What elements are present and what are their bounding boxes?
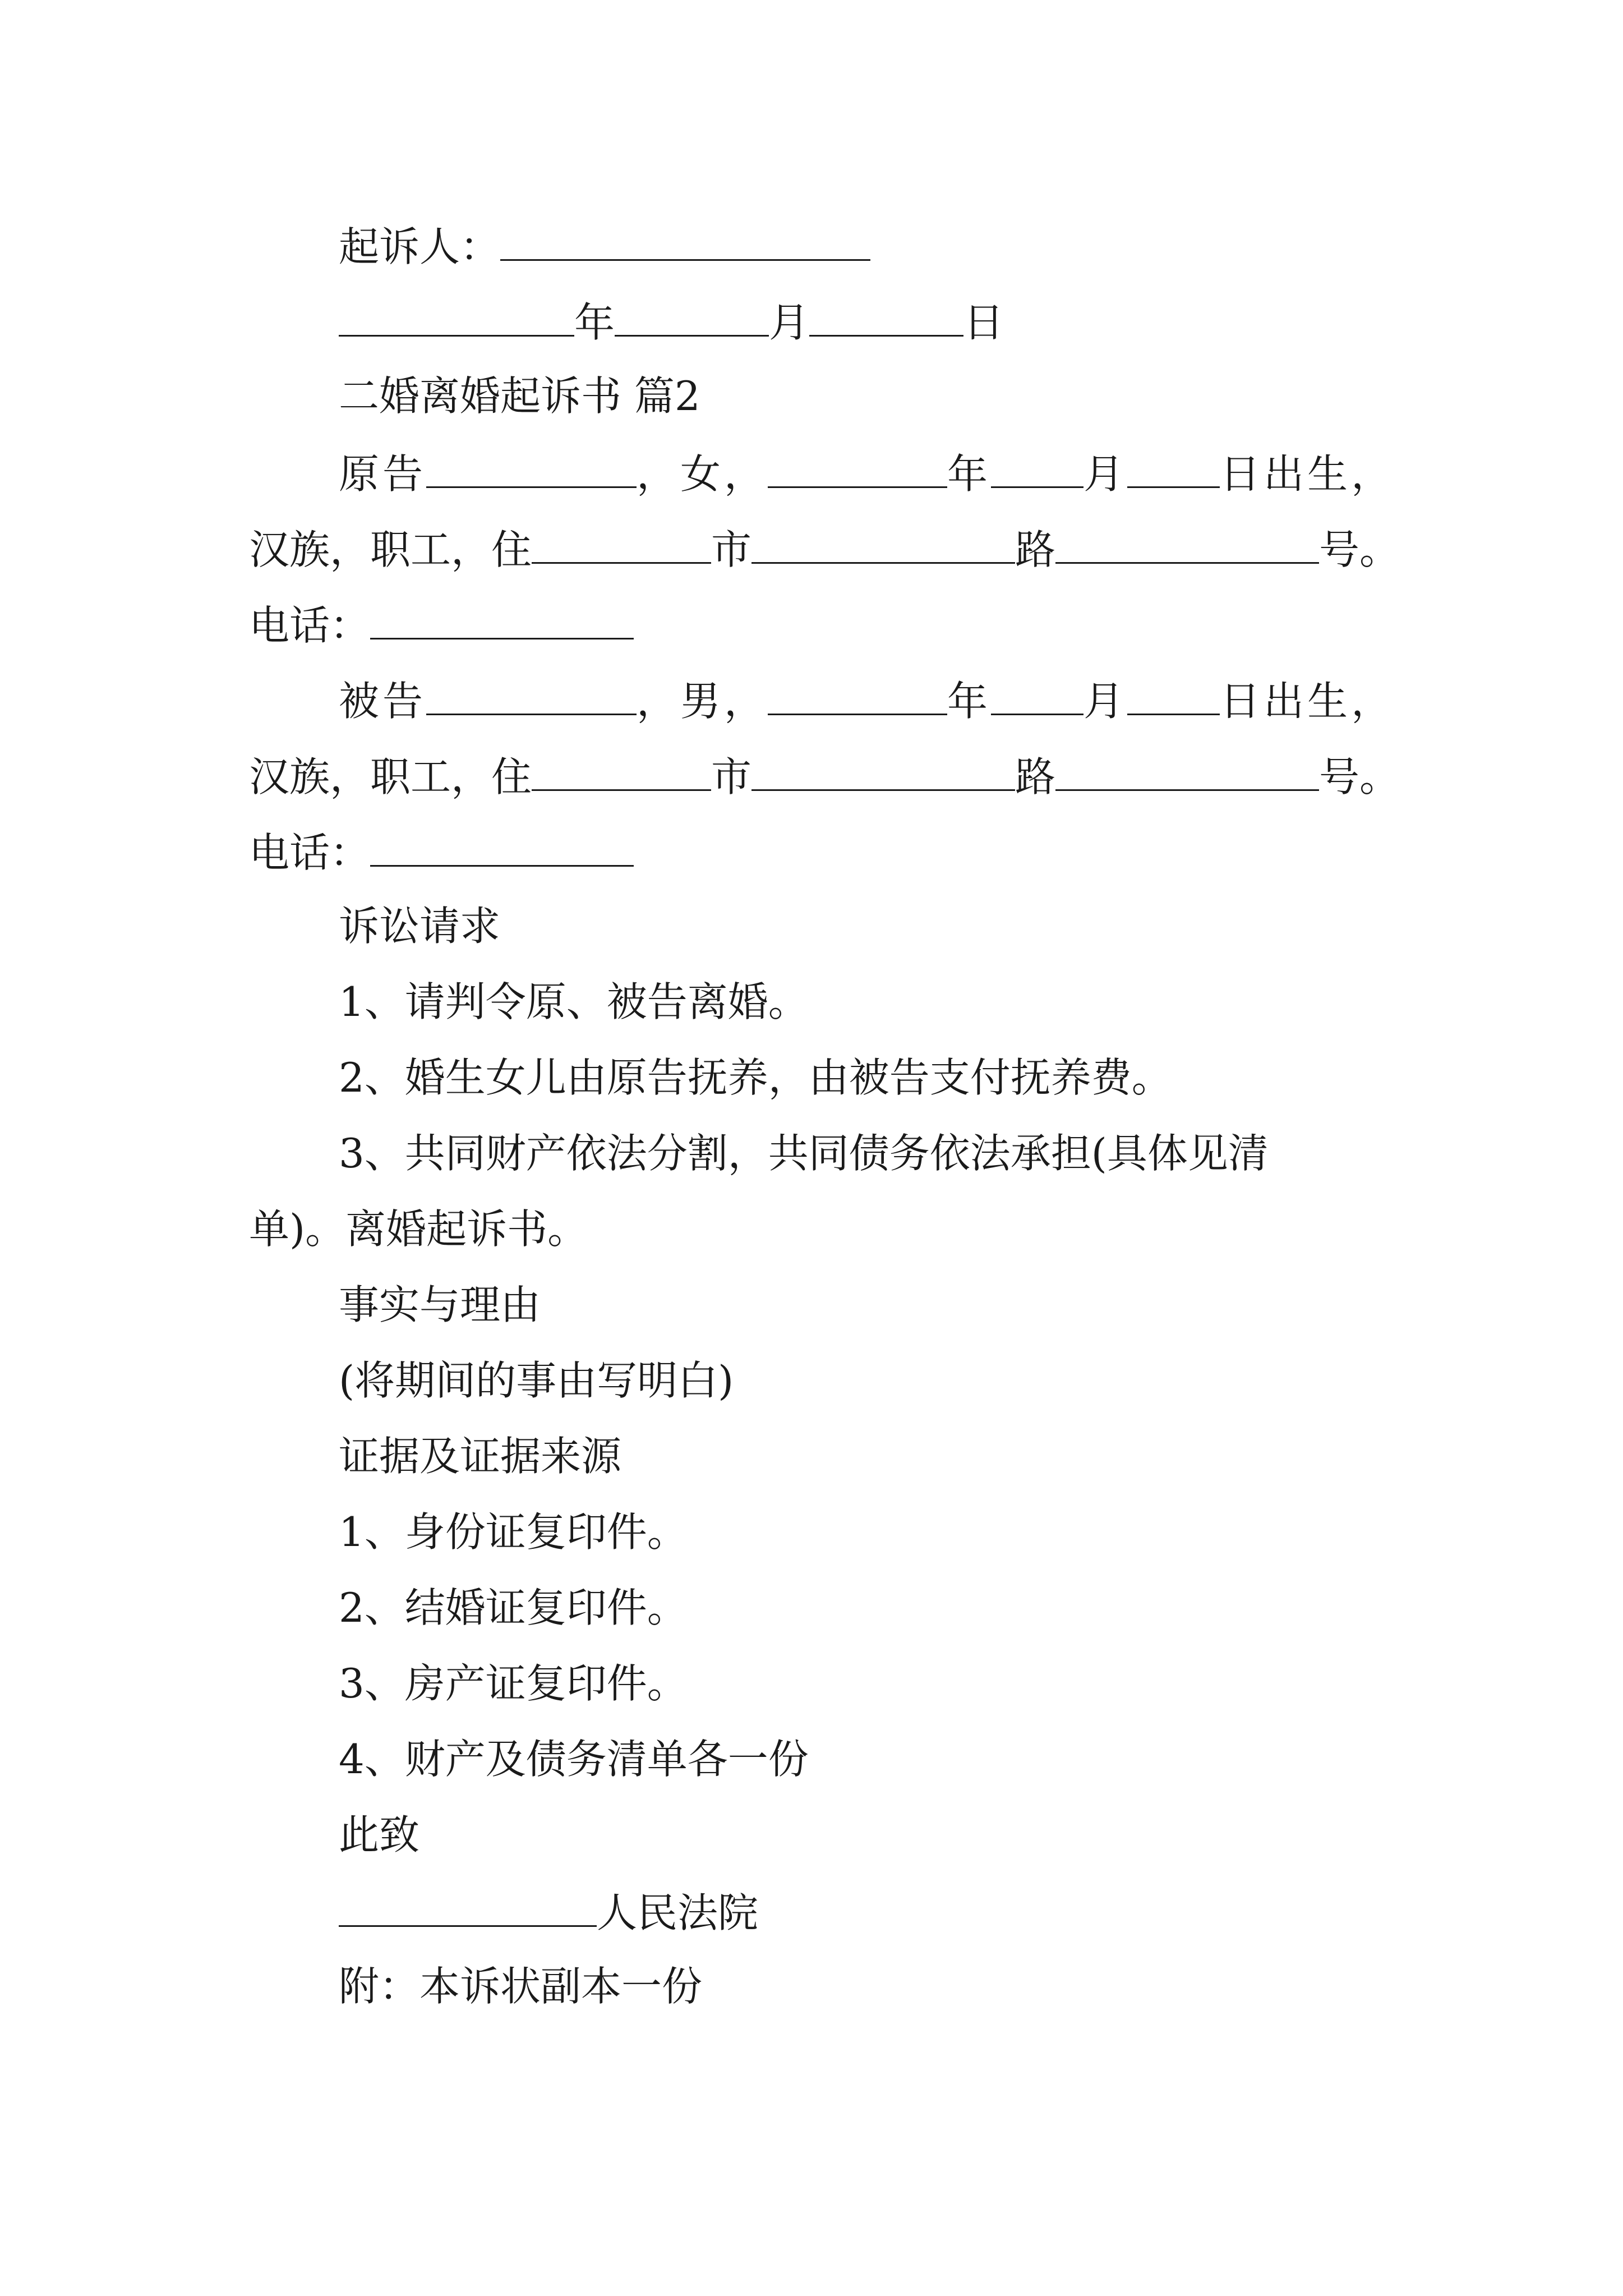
signer-label: 起诉人：	[339, 223, 501, 270]
plaintiff-road: 路	[1015, 526, 1056, 573]
defendant-phone-blank	[370, 830, 634, 867]
defendant-birth-month: 月	[1083, 678, 1128, 725]
defendant-phone-label: 电话：	[249, 829, 371, 876]
signer-blank	[500, 224, 870, 261]
defendant-sex: ，男，	[637, 678, 768, 725]
claim-3-line-2: 单)。离婚起诉书。	[249, 1205, 588, 1253]
plaintiff-name-blank	[426, 452, 637, 488]
evidence-2: 2、结婚证复印件。	[339, 1584, 688, 1631]
plaintiff-phone-blank	[370, 603, 634, 639]
plaintiff-ethnicity: 汉族，职工，住	[249, 526, 532, 573]
facts-heading: 事实与理由	[339, 1281, 541, 1328]
evidence-heading: 证据及证据来源	[339, 1433, 622, 1480]
plaintiff-road-blank	[751, 527, 1015, 564]
plaintiff-birth-day: 日出生，	[1220, 450, 1395, 498]
month-blank	[615, 300, 769, 337]
plaintiff-city-blank	[532, 527, 711, 564]
claim-3-line-1: 3、共同财产依法分割，共同债务依法承担(具体见清	[339, 1130, 1269, 1177]
plaintiff-birth-day-blank	[1127, 452, 1220, 488]
plaintiff-address-line	[249, 526, 1400, 573]
day-blank	[809, 300, 963, 337]
evidence-1: 1、身份证复印件。	[339, 1508, 688, 1556]
court-line	[339, 1889, 759, 1936]
plaintiff-phone-label: 电话：	[249, 602, 371, 649]
defendant-address-line	[249, 753, 1400, 800]
plaintiff-label: 原告	[339, 450, 427, 498]
evidence-3: 3、房产证复印件。	[339, 1660, 688, 1707]
signature-date-line	[339, 299, 1004, 346]
plaintiff-sex: ，女，	[637, 450, 768, 498]
defendant-label: 被告	[339, 678, 427, 725]
section-heading: 二婚离婚起诉书 篇2	[339, 372, 700, 420]
plaintiff-birth-year-blank	[768, 452, 947, 488]
defendant-phone-line	[249, 829, 634, 876]
court-label: 人民法院	[597, 1889, 759, 1936]
court-blank	[339, 1890, 597, 1927]
claim-2: 2、婚生女儿由原告抚养，由被告支付抚养费。	[339, 1054, 1172, 1101]
attachment-note: 附：本诉状副本一份	[339, 1963, 703, 2010]
facts-note: (将期间的事由写明白)	[339, 1357, 734, 1404]
defendant-name-blank	[426, 679, 637, 715]
defendant-number-blank	[1055, 754, 1319, 791]
defendant-line	[339, 678, 1395, 725]
defendant-birth-year-blank	[768, 679, 947, 715]
day-label: 日	[963, 299, 1004, 346]
plaintiff-birth-year: 年	[947, 450, 992, 498]
plaintiff-number: 号。	[1319, 526, 1400, 573]
defendant-ethnicity: 汉族，职工，住	[249, 753, 532, 800]
defendant-birth-day-blank	[1127, 679, 1220, 715]
defendant-city-blank	[532, 754, 711, 791]
defendant-birth-month-blank	[991, 679, 1083, 715]
year-label: 年	[574, 299, 615, 346]
defendant-road: 路	[1015, 753, 1056, 800]
salutation: 此致	[339, 1811, 420, 1858]
plaintiff-line	[339, 450, 1395, 498]
plaintiff-number-blank	[1055, 527, 1319, 564]
plaintiff-birth-month-blank	[991, 452, 1083, 488]
signer-line	[339, 223, 870, 270]
plaintiff-birth-month: 月	[1083, 450, 1128, 498]
plaintiff-phone-line	[249, 602, 634, 649]
month-label: 月	[769, 299, 810, 346]
claim-1: 1、请判令原、被告离婚。	[339, 978, 809, 1025]
evidence-4: 4、财产及债务清单各一份	[339, 1736, 809, 1783]
defendant-birth-year: 年	[947, 678, 992, 725]
defendant-birth-day: 日出生，	[1220, 678, 1395, 725]
defendant-city: 市	[711, 753, 752, 800]
claims-heading: 诉讼请求	[339, 903, 501, 950]
defendant-number: 号。	[1319, 753, 1400, 800]
defendant-road-blank	[751, 754, 1015, 791]
year-blank	[339, 300, 574, 337]
plaintiff-city: 市	[711, 526, 752, 573]
